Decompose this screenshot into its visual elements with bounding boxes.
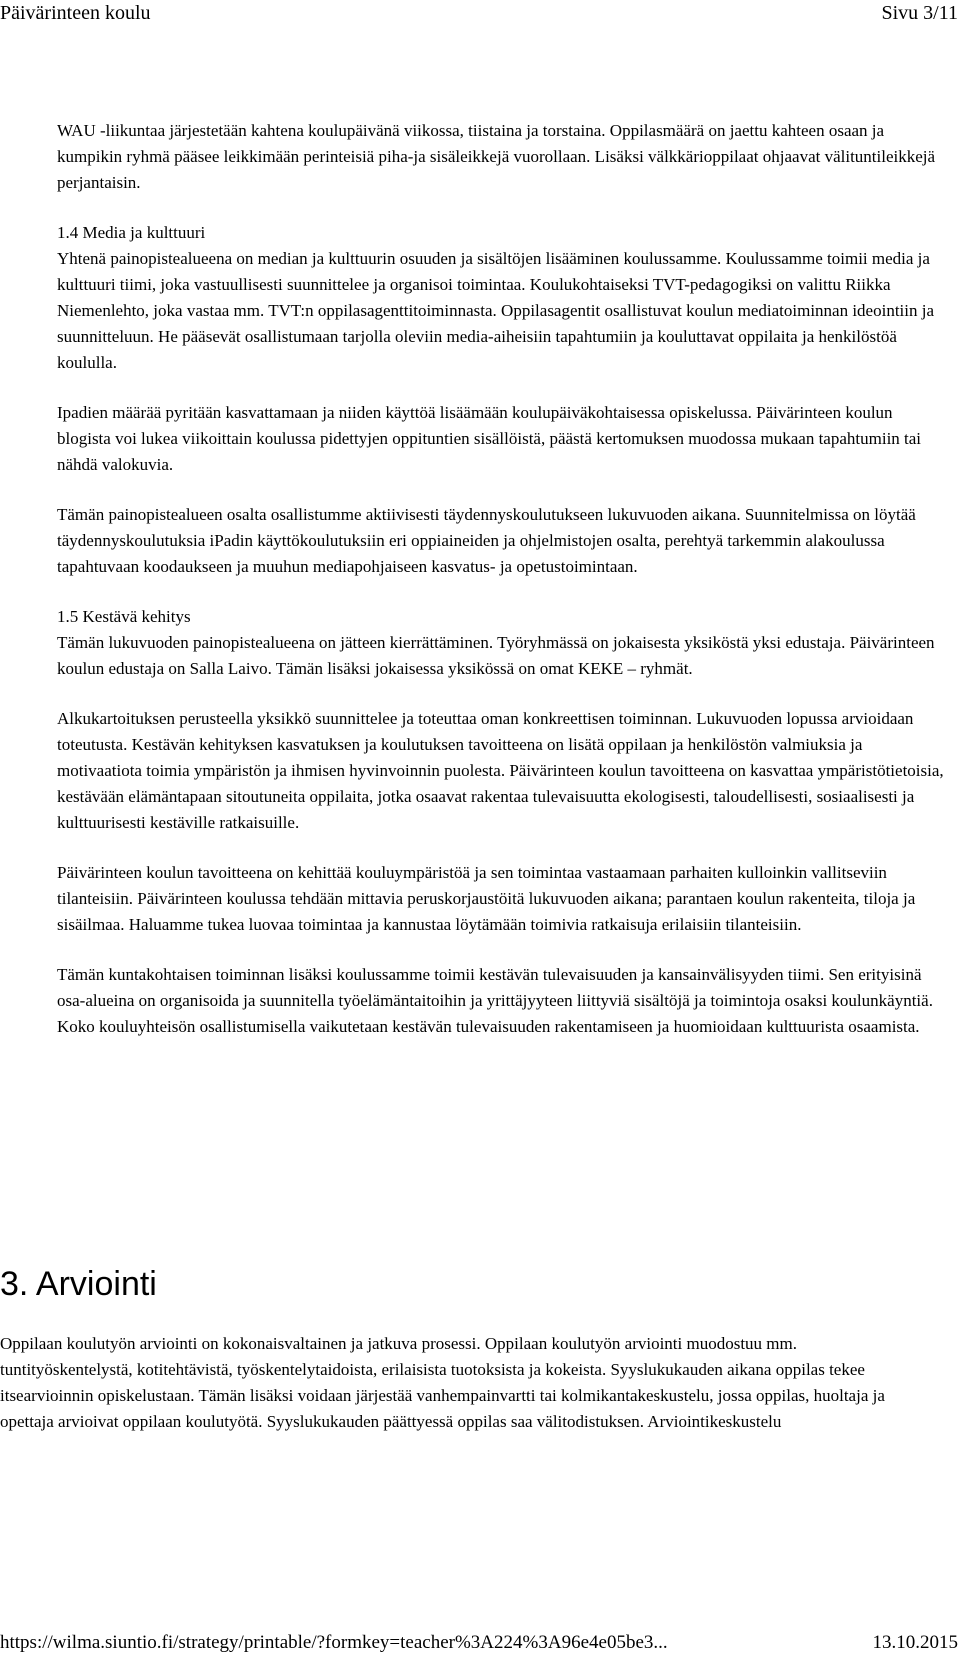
sustain-paragraph-3: Päivärinteen koulun tavoitteena on kehittää kouluympäristöä ja sen toimintaa vastaamaan parhaiten kulloinkin vallitseviin tilanteisiin. Päivärinteen koulussa tehdään mittavia peruskorjaustöitä lukuvuoden aikana; parantaen koulun rakenteita, tiloja ja sisäilmaa. Haluamme tukea luovaa toimintaa ja kannustaa löytämään toimivia ratkaisuja erilaisiin tilanteisiin.: [57, 863, 916, 934]
sustain-paragraph-1: Tämän lukuvuoden painopistealueena on jätteen kierrättäminen. Työryhmässä on jokaisesta yksiköstä yksi edustaja. Päivärinteen koulun edustaja on Salla Laivo. Tämän lisäksi jokaisessa yksikössä on omat KEKE – ryhmät.: [57, 633, 935, 678]
page-footer: [0, 1630, 960, 1660]
sustain-paragraph-4: Tämän kuntakohtaisen toiminnan lisäksi koulussamme toimii kestävän tulevaisuuden ja kansainvälisyyden tiimi. Sen erityisinä osa-alueina on organisoida ja suunnitella työelämäntaitoihin ja yrittäjyyteen liittyviä sisältöjä ja toimintoja osaksi koulunkäyntiä. Koko kouluyhteisön osallistumisella vaikutetaan kestävän tulevaisuuden rakentamiseen ja huomioidaan kulttuurista osaamista.: [57, 965, 933, 1036]
wau-paragraph: WAU -liikuntaa järjestetään kahtena koulupäivänä viikossa, tiistaina ja torstaina. Oppilasmäärä on jaettu kahteen osaan ja kumpikin ryhmä pääsee leikkimään perinteisiä piha-ja sisäleikkejä vuorollaan. Lisäksi välkkärioppilaat ohjaavat välituntileikkejä perjantaisin.: [57, 121, 936, 192]
school-name: Päivärinteen koulu: [0, 2, 151, 24]
evaluation-paragraph: Oppilaan koulutyön arviointi on kokonaisvaltainen ja jatkuva prosessi. Oppilaan koulutyön arviointi muodostuu mm. tuntityöskentelystä, kotitehtävistä, työskentelytaidoista, erilaisista tuotoksista ja kokeista. Syyslukukauden aikana oppilas tekee itsearvioinnin opiskelustaan. Tämän lisäksi voidaan järjestää vanhempainvartti tai kolmikantakeskustelu, jossa oppilas, huoltaja ja opettaja arvioivat oppilaan koulutyötä. Syyslukukauden päättyessä oppilas saa välitodistuksen. Arviointikeskustelu: [0, 1334, 885, 1431]
media-paragraph-2: Ipadien määrää pyritään kasvattamaan ja niiden käyttöä lisäämään koulupäiväkohtaisessa opiskelussa. Päivärinteen koulun blogista voi lukea viikoittain koulussa pidettyjen oppituntien sisällöistä, päästä kertomuksen muodossa mukaan tapahtumiin tai nähdä valokuvia.: [57, 403, 922, 474]
page-number: Sivu 3/11: [881, 2, 958, 24]
document-body: [57, 118, 949, 1064]
media-paragraph-1: Yhtenä painopistealueena on median ja kulttuurin osuuden ja sisältöjen lisääminen koulussamme. Koulussamme toimii media ja kulttuuri tiimi, joka vastuullisesti suunnittelee ja organisoi toimintaa. Koulukohtaiseksi TVT-pedagogiksi on valittu Riikka Niemenlehto, joka vastaa mm. TVT:n oppilasagenttitoiminnasta. Oppilasagentit osallistuvat koulun mediatoiminnan ideointiin ja suunnitteluun. He pääsevät osallistumaan tarjolla oleviin media-aiheisiin tapahtumiin ja kouluttavat oppilaita ja henkilöstöä koululla.: [57, 249, 935, 372]
heading-media-culture: 1.4 Media ja kulttuuri: [57, 223, 206, 242]
sustain-paragraph-2: Alkukartoituksen perusteella yksikkö suunnittelee ja toteuttaa oman konkreettisen toiminnan. Lukuvuoden lopussa arvioidaan toteutusta. Kestävän kehityksen kasvatuksen ja koulutuksen tavoitteena on lisätä oppilaan ja henkilöstön valmiuksia ja motivaatiota toimia ympäristön ja ihmisen hyvinvoinnin puolesta. Päivärinteen koulun tavoitteena on kasvattaa ympäristötietoisia, kestävään elämäntapaan sitoutuneita oppilaita, jotka osaavat rakentaa tulevaisuutta ekologisesti, taloudellisesti, sosiaalisesti ja kulttuurisesti kestäville ratkaisuille.: [57, 709, 944, 832]
section-heading-evaluation: 3. Arviointi: [0, 1265, 157, 1303]
page-header: [0, 0, 960, 30]
footer-url-link[interactable]: https://wilma.siuntio.fi/strategy/printable/?formkey=teacher%3A224%3A96e4e05be3...: [0, 1632, 668, 1653]
media-paragraph-3: Tämän painopistealueen osalta osallistumme aktiivisesti täydennyskoulutukseen lukuvuoden aikana. Suunnitelmissa on löytää täydennyskoulutuksia iPadin käyttökoulutuksiin eri oppiaineiden ja ohjelmistojen osalta, perehtyä tarkemmin alakoulussa tapahtuvaan koodaukseen ja muuhun mediapohjaiseen kasvatus- ja opetustoimintaan.: [57, 505, 916, 576]
heading-sustainable-development: 1.5 Kestävä kehitys: [57, 607, 191, 626]
footer-date: 13.10.2015: [872, 1632, 958, 1653]
